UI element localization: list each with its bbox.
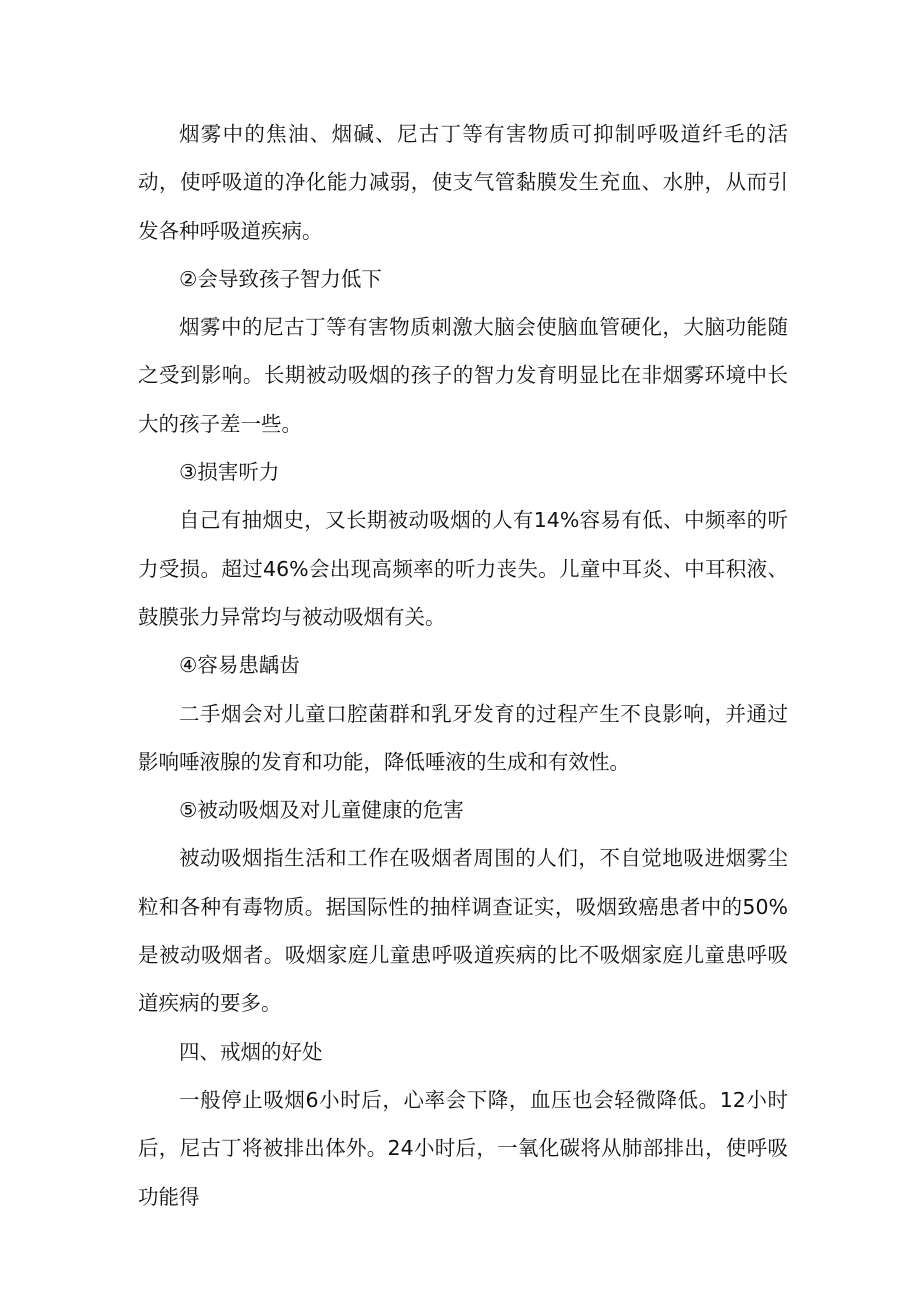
heading-quit-benefits: 四、戒烟的好处 (179, 1039, 323, 1064)
heading-intelligence: ②会导致孩子智力低下 (179, 266, 382, 291)
paragraph-intelligence: 烟雾中的尼古丁等有害物质刺激大脑会使脑血管硬化，大脑功能随之受到影响。长期被动吸烟的孩子的智力发育明显比在非烟雾环境中长大的孩子差一些。 (138, 315, 788, 436)
paragraph-hearing: 自己有抽烟史，又长期被动吸烟的人有14%容易有低、中频率的听力受损。超过46%会出现高频率的听力丧失。儿童中耳炎、中耳积液、鼓膜张力异常均与被动吸烟有关。 (138, 508, 788, 629)
paragraph-dental-caries: 二手烟会对儿童口腔菌群和乳牙发育的过程产生不良影响，并通过影响唾液腺的发育和功能，降低唾液的生成和有效性。 (138, 701, 788, 774)
document-body (138, 110, 788, 1221)
heading-passive-smoking: ⑤被动吸烟及对儿童健康的危害 (179, 798, 464, 823)
paragraph-quit-benefits: 一般停止吸烟6小时后，心率会下降，血压也会轻微降低。12小时后，尼古丁将被排出体外。24小时后，一氧化碳将从肺部排出，使呼吸功能得 (138, 1087, 788, 1209)
paragraph-passive-smoking: 被动吸烟指生活和工作在吸烟者周围的人们，不自觉地吸进烟雾尘粒和各种有毒物质。据国际性的抽样调查证实，吸烟致癌患者中的50%是被动吸烟者。吸烟家庭儿童患呼吸道疾病的比不吸烟家庭儿童患呼吸道疾病的要多。 (138, 846, 788, 1016)
heading-hearing: ③损害听力 (179, 460, 280, 485)
paragraph-respiratory-effects: 烟雾中的焦油、烟碱、尼古丁等有害物质可抑制呼吸道纤毛的活动，使呼吸道的净化能力减弱，使支气管黏膜发生充血、水肿，从而引发各种呼吸道疾病。 (138, 122, 788, 243)
heading-dental-caries: ④容易患龋齿 (179, 653, 300, 678)
